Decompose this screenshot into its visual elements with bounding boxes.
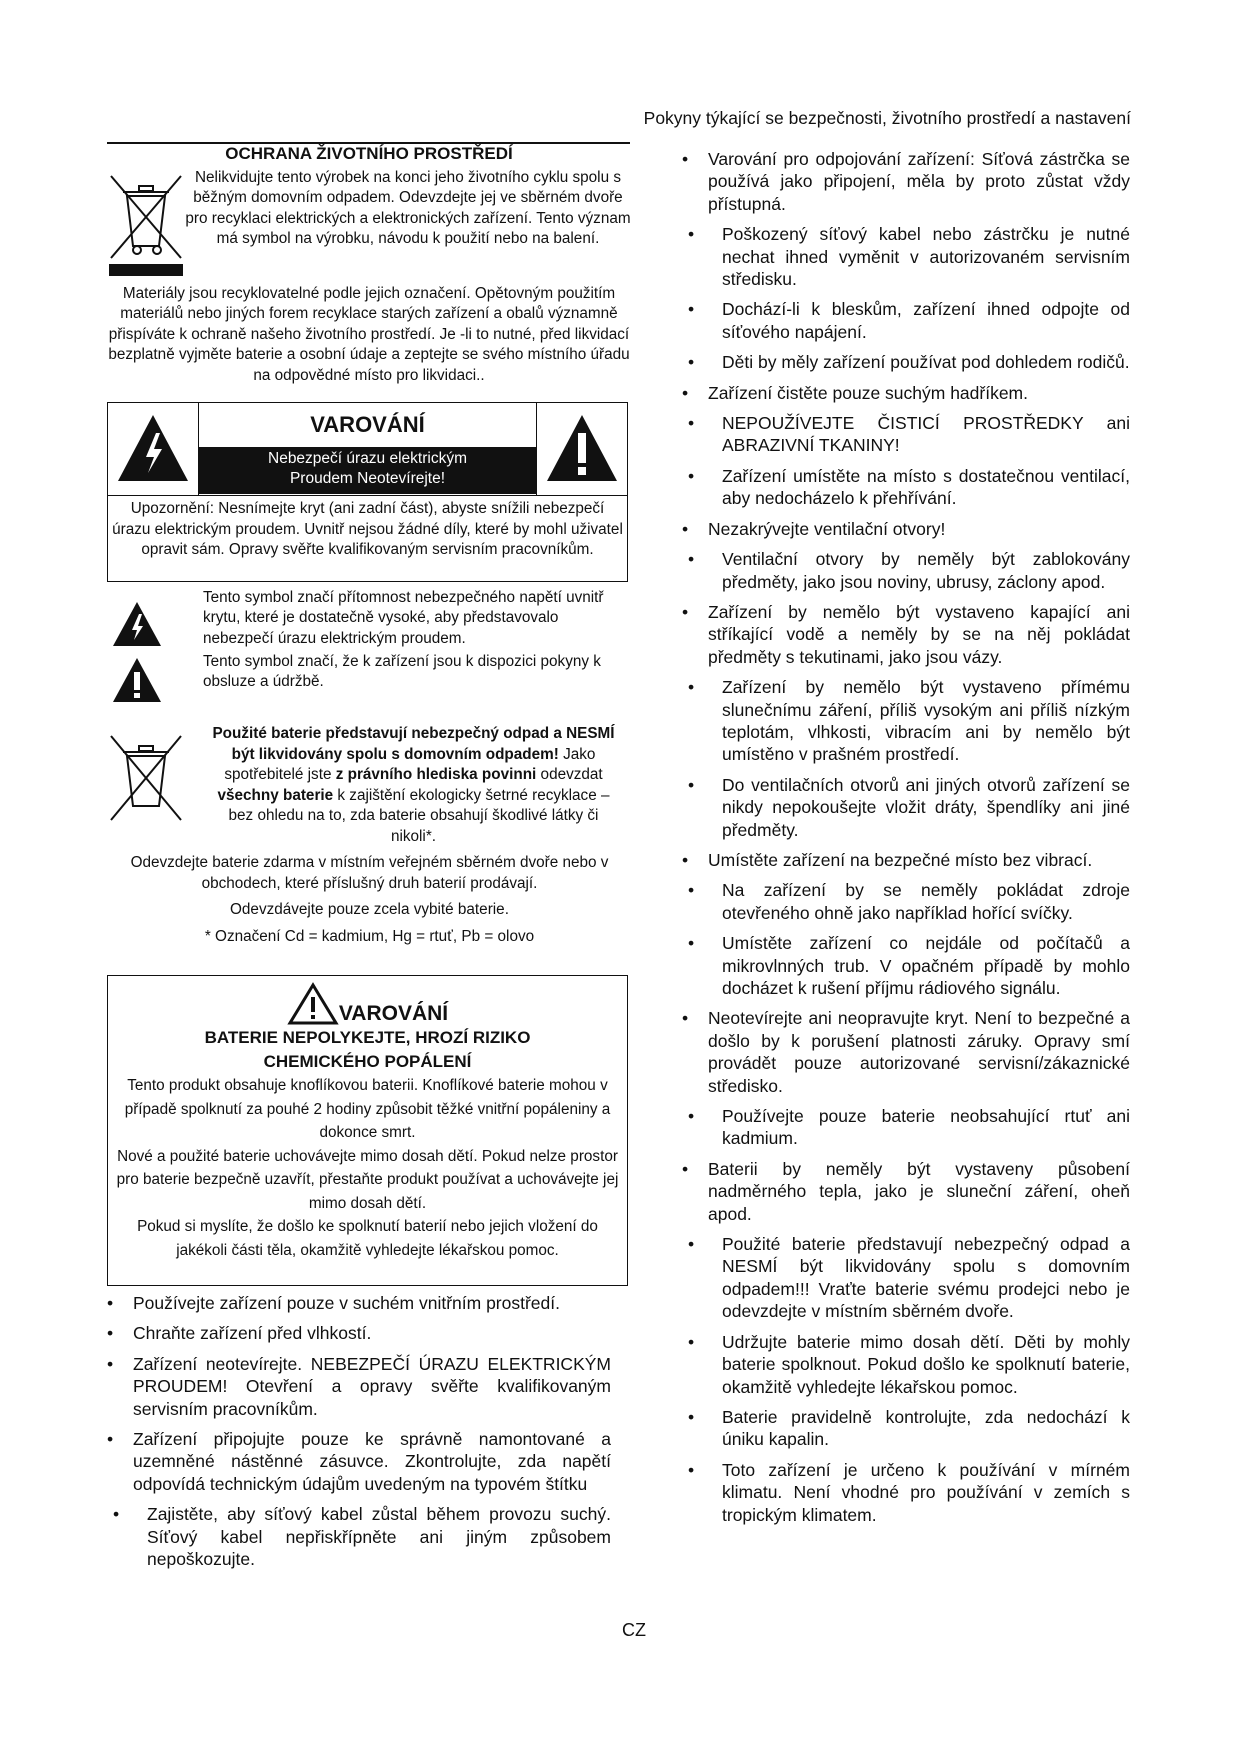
battery-bold-1: Použité baterie představují nebezpečný odpad a NESMÍ být likvidovány spolu s domovním odpadem!: [212, 725, 615, 763]
list-item: • Ventilační otvory by neměly být zablokovány předměty, jako jsou noviny, ubrusy, záclony apod.: [680, 548, 1130, 593]
right-bullet-list: [680, 148, 1130, 1534]
list-item: • Do ventilačních otvorů ani jiných otvorů zařízení se nikdy nepokoušejte vložit dráty, špendlíky ani jiné předměty.: [680, 774, 1130, 841]
list-item: • Umístěte zařízení co nejdále od počítačů a mikrovlnných trub. V opačném případě by mohlo docházet k rušení příjmu rádiového signálu.: [680, 932, 1130, 999]
list-item: • Udržujte baterie mimo dosah dětí. Děti by mohly baterie spolknout. Pokud došlo ke spolknutí baterie, okamžitě vyhledejte lékařskou pomoc.: [680, 1331, 1130, 1398]
environment-section: [105, 142, 633, 386]
list-item: • Poškozený síťový kabel nebo zástrčku je nutné nechat ihned vyměnit v autorizovaném servisním středisku.: [680, 223, 1130, 290]
battery-warning-body-1: Tento produkt obsahuje knoflíkovou baterii. Knoflíkové baterie mohou v případě spolknutí za pouhé 2 hodiny způsobit těžké vnitřní popáleniny a dokonce smrt.: [124, 1077, 611, 1141]
battery-warning-body-3: Pokud si myslíte, že došlo ke spolknutí baterií nebo jejich vložení do jakékoli části těla, okamžitě vyhledejte lékařskou pomoc.: [137, 1218, 598, 1259]
lightning-small-icon: [107, 596, 167, 652]
button-battery-warning-box: [107, 975, 628, 1286]
list-item: • Zařízení neotevírejte. NEBEZPEČÍ ÚRAZU ELEKTRICKÝM PROUDEM! Otevření a opravy svěřte kvalifikovaným servisním pracovníkům.: [105, 1353, 611, 1420]
list-item: • Zajistěte, aby síťový kabel zůstal během provozu suchý. Síťový kabel nepřiskřípněte ani jiným způsobem nepoškozujte.: [105, 1503, 611, 1570]
voltage-symbol-text: Tento symbol značí přítomnost nebezpečného napětí uvnitř krytu, které je dostatečně vysoké, aby představovalo nebezpečí úrazu elektrickým proudem.: [203, 589, 604, 647]
info-symbol-row: [107, 652, 632, 693]
list-item: • Toto zařízení je určeno k používání v mírném klimatu. Není vhodné pro používání v zemích s tropickým klimatem.: [680, 1459, 1130, 1526]
list-item: • Nezakrývejte ventilační otvory!: [680, 518, 1130, 540]
battery-paragraph: [107, 724, 632, 847]
list-item: • Baterii by neměly být vystaveny působení nadměrného tepla, jako je sluneční záření, oheň apod.: [680, 1158, 1130, 1225]
battery-p2: Odevzdejte baterie zdarma v místním veřejném sběrném dvoře nebo v obchodech, které příslušný druh baterií prodávají.: [130, 854, 609, 892]
battery-warning-title: VAROVÁNÍ: [338, 1002, 449, 1025]
warning-bar-line1: Nebezpečí úrazu elektrickým: [268, 450, 467, 467]
list-item: • Zařízení by nemělo být vystaveno kapající ani stříkající vodě a neměly by se na něj pokládat předměty s tekutinami, jako jsou vázy.: [680, 601, 1130, 668]
environment-title: OCHRANA ŽIVOTNÍHO PROSTŘEDÍ: [225, 144, 513, 163]
warning-body: Upozornění: Nesnímejte kryt (ani zadní část), abyste snížili nebezpečí úrazu elektrickým proudem. Uvnitř nejsou žádné díly, které by mohl uživatel opravit sám. Opravy svěřte kvalifikovaným servisním pracovníkům.: [112, 500, 623, 558]
list-item: • Děti by měly zařízení používat pod dohledem rodičů.: [680, 351, 1130, 373]
environment-icon-text: Nelikvidujte tento výrobek na konci jeho životního cyklu spolu s běžným domovním odpadem. Odevzdejte jej ve sběrném dvoře pro recyklaci elektrických a elektronických zařízení. Tento význam má symbol na výrobku, návodu k použití nebo na balení.: [185, 169, 631, 248]
battery-warning-body-2: Nové a použité baterie uchovávejte mimo dosah dětí. Pokud nelze prostor pro baterie bezpečně uzavřít, přestaňte produkt používat a uchovávejte jej mimo dosah dětí.: [116, 1147, 619, 1212]
exclamation-triangle-icon: [536, 403, 627, 496]
list-item: • Varování pro odpojování zařízení: Síťová zástrčka se používá jako připojení, měla by proto zůstat vždy přístupná.: [680, 148, 1130, 215]
list-item: • Na zařízení by se neměly pokládat zdroje otevřeného ohně jako například hořící svíčky.: [680, 879, 1130, 924]
lightning-triangle-icon: [108, 403, 199, 496]
left-bullet-list: [105, 1292, 611, 1578]
warning-bar: [198, 447, 537, 494]
crossed-bin-icon: [107, 732, 185, 824]
list-item: • Umístěte zařízení na bezpečné místo bez vibrací.: [680, 849, 1130, 871]
page-header: Pokyny týkající se bezpečnosti, životního prostředí a nastavení: [643, 108, 1131, 128]
list-item: • Zařízení by nemělo být vystaveno přímému slunečnímu záření, příliš vysokým ani příliš nízkým teplotám, vlhkosti, vibracím ani by nemělo být umístěno v prašném prostředí.: [680, 676, 1130, 766]
list-item: • NEPOUŽÍVEJTE ČISTICÍ PROSTŘEDKY ani ABRAZIVNÍ TKANINY!: [680, 412, 1130, 457]
warning-triangle-outline-icon: [287, 982, 339, 1026]
electric-warning-box: [107, 402, 628, 582]
warning-title: VAROVÁNÍ: [310, 412, 425, 437]
list-item: • Použité baterie představují nebezpečný odpad a NESMÍ být likvidovány spolu s domovním odpadem!!! Vraťte baterie svému prodejci nebo je odevzdejte v místním sběrném dvoře.: [680, 1233, 1130, 1323]
battery-p3: Odevzdávejte pouze zcela vybité baterie.: [230, 901, 509, 918]
list-item: • Zařízení čistěte pouze suchým hadříkem.: [680, 382, 1130, 404]
battery-text-2: odevzdat: [536, 766, 603, 783]
list-item: • Chraňte zařízení před vlhkostí.: [105, 1322, 611, 1344]
battery-text-1: Jako spotřebitelé jste: [224, 745, 596, 783]
battery-footnote: * Označení Cd = kadmium, Hg = rtuť, Pb = olovo: [204, 927, 535, 945]
environment-body: Materiály jsou recyklovatelné podle jejich označení. Opětovným použitím materiálů nebo jiných forem recyklace starých zařízení a obalů významně přispíváte k ochraně našeho životního prostředí. Je -li to nutné, před likvidací bezplatně vyjměte baterie a osobní údaje a zeptejte se svého místního úřadu na odpovědné místo pro likvidaci..: [108, 285, 630, 384]
battery-bold-3: všechny baterie: [217, 786, 334, 804]
list-item: • Zařízení umístěte na místo s dostatečnou ventilací, aby nedocházelo k přehřívání.: [680, 465, 1130, 510]
list-item: • Zařízení připojujte pouze ke správně namontované a uzemněné nástěnné zásuvce. Zkontrolujte, zda napětí odpovídá technickým údajům uvedeným na typovém štítku: [105, 1428, 611, 1495]
exclamation-small-icon: [107, 652, 167, 708]
info-symbol-text: Tento symbol značí, že k zařízení jsou k dispozici pokyny k obsluze a údržbě.: [203, 653, 601, 691]
page-language-label: CZ: [622, 1620, 646, 1640]
warning-bar-line2: Proudem Neotevírejte!: [289, 470, 446, 487]
battery-warning-subtitle: BATERIE NEPOLYKEJTE, HROZÍ RIZIKO CHEMICKÉHO POPÁLENÍ: [204, 1028, 531, 1071]
list-item: • Používejte zařízení pouze v suchém vnitřním prostředí.: [105, 1292, 611, 1314]
battery-section: [107, 724, 632, 947]
list-item: • Baterie pravidelně kontrolujte, zda nedochází k úniku kapalin.: [680, 1406, 1130, 1451]
battery-bold-2: z právního hlediska povinni: [335, 766, 537, 783]
voltage-symbol-row: [107, 588, 632, 649]
list-item: • Dochází-li k bleskům, zařízení ihned odpojte od síťového napájení.: [680, 298, 1130, 343]
weee-bin-icon: [107, 168, 185, 280]
list-item: • Používejte pouze baterie neobsahující rtuť ani kadmium.: [680, 1105, 1130, 1150]
battery-text-3: k zajištění ekologicky šetrné recyklace – bez ohledu na to, zda baterie obsahují škodlivé látky či nikoli*.: [228, 786, 610, 845]
list-item: • Neotevírejte ani neopravujte kryt. Není to bezpečné a došlo by k porušení platnosti záruky. Opravy smí provádět pouze autorizované servisní/zákaznické středisko.: [680, 1007, 1130, 1097]
